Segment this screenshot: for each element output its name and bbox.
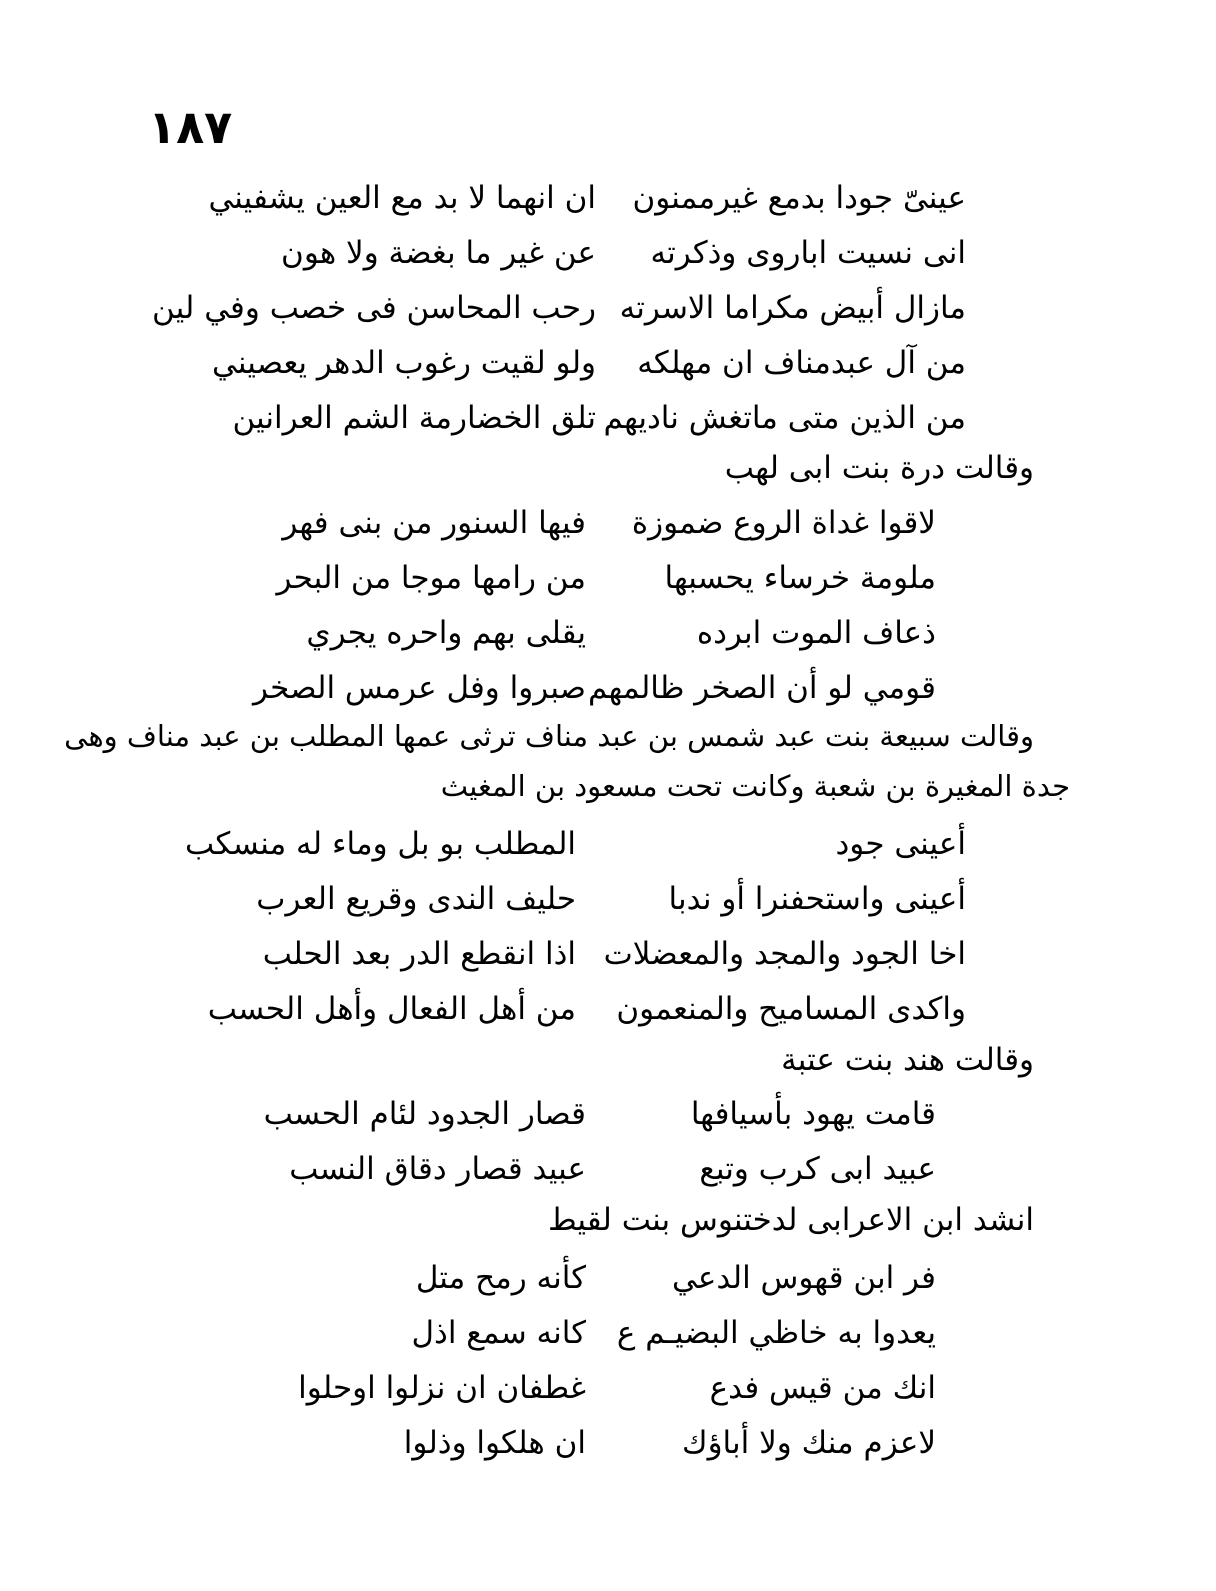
verse-second-hemistich: المطلب بو بل وماء له منسكب — [185, 826, 576, 862]
verse-line — [0, 178, 1216, 218]
verse-line — [0, 824, 1216, 864]
verse-line — [0, 503, 1216, 543]
verse-line — [0, 989, 1216, 1029]
verse-line — [0, 1313, 1216, 1353]
verse-first-hemistich: اخا الجود والمجد والمعضلات — [603, 936, 966, 972]
verse-first-hemistich: مازال أبيض مكراما الاسرته — [619, 290, 966, 326]
verse-second-hemistich: كانه سمع اذل — [411, 1315, 586, 1351]
verse-line — [0, 879, 1216, 919]
verse-line — [0, 398, 1216, 438]
verse-second-hemistich: اذا انقطع الدر بعد الحلب — [262, 936, 576, 972]
verse-second-hemistich: تلق الخضارمة الشم العرانين — [232, 400, 596, 436]
verse-first-hemistich: قامت يهود بأسيافها — [690, 1096, 936, 1132]
verse-second-hemistich: كأنه رمح متل — [415, 1260, 586, 1296]
section-heading: انشد ابن الاعرابى لدختنوس بنت لقيط — [547, 1202, 1034, 1238]
verse-first-hemistich: عينىّ جودا بدمع غيرممنون — [632, 180, 966, 216]
verse-second-hemistich: صبروا وفل عرمس الصخر — [253, 670, 586, 706]
verse-second-hemistich: قصار الجدود لئام الحسب — [263, 1096, 586, 1132]
verse-second-hemistich: يقلى بهم واحره يجري — [306, 615, 586, 651]
verse-line — [0, 1094, 1216, 1134]
verse-first-hemistich: أعينى واستحفنرا أو ندبا — [668, 881, 966, 917]
verse-line — [0, 1258, 1216, 1298]
prose-line: جدة المغيرة بن شعبة وكانت تحت مسعود بن المغيث — [440, 769, 1070, 803]
verse-line — [0, 1423, 1216, 1463]
verse-second-hemistich: ان هلكوا وذلوا — [403, 1425, 586, 1461]
verse-second-hemistich: عبيد قصار دقاق النسب — [289, 1151, 586, 1187]
verse-first-hemistich: يعدوا به خاظي البضيـم ع — [616, 1315, 936, 1351]
verse-first-hemistich: لاقوا غداة الروع ضموزة — [631, 505, 936, 541]
verse-second-hemistich: رحب المحاسن فى خصب وفي لين — [151, 290, 596, 326]
verse-line — [0, 558, 1216, 598]
verse-first-hemistich: ملومة خرساء يحسبها — [664, 560, 936, 596]
verse-line — [0, 613, 1216, 653]
verse-second-hemistich: فيها السنور من بنى فهر — [282, 505, 586, 541]
verse-line — [0, 343, 1216, 383]
verse-line — [0, 1149, 1216, 1189]
verse-second-hemistich: غطفان ان نزلوا اوحلوا — [298, 1370, 586, 1406]
verse-second-hemistich: عن غير ما بغضة ولا هون — [281, 235, 596, 271]
prose-line: وقالت سبيعة بنت عبد شمس بن عبد مناف ترثى عمها المطلب بن عبد مناف وهى — [64, 719, 1034, 753]
verse-first-hemistich: فر ابن قهوس الدعي — [672, 1260, 936, 1296]
verse-second-hemistich: من أهل الفعال وأهل الحسب — [207, 991, 576, 1027]
verse-first-hemistich: قومي لو أن الصخر ظالمهم — [588, 670, 936, 706]
verse-first-hemistich: انك من قيس فدع — [709, 1370, 936, 1406]
verse-first-hemistich: انى نسيت اباروى وذكرته — [650, 235, 966, 271]
verse-line — [0, 934, 1216, 974]
verse-first-hemistich: من آل عبدمناف ان مهلكه — [637, 345, 966, 381]
verse-first-hemistich: واكدى المساميح والمنعمون — [616, 991, 966, 1027]
verse-line — [0, 288, 1216, 328]
verse-first-hemistich: عبيد ابى كرب وتبع — [699, 1151, 936, 1187]
verse-second-hemistich: ولو لقيت رغوب الدهر يعصيني — [212, 345, 596, 381]
verse-line — [0, 233, 1216, 273]
verse-first-hemistich: من الذين متى ماتغش ناديهم — [603, 400, 966, 436]
verse-first-hemistich: أعينى جود — [835, 826, 966, 862]
verse-second-hemistich: ان انهما لا بد مع العين يشفيني — [208, 180, 596, 216]
verse-line — [0, 668, 1216, 708]
section-heading: وقالت درة بنت ابى لهب — [724, 450, 1034, 486]
verse-first-hemistich: ذعاف الموت ابرده — [696, 615, 936, 651]
page-number: ١٨٧ — [148, 100, 233, 154]
verse-first-hemistich: لاعزم منك ولا أباؤك — [682, 1425, 936, 1461]
section-heading: وقالت هند بنت عتبة — [781, 1042, 1034, 1078]
verse-second-hemistich: حليف الندى وقريع العرب — [256, 881, 576, 917]
verse-line — [0, 1368, 1216, 1408]
verse-second-hemistich: من رامها موجا من البحر — [276, 560, 586, 596]
